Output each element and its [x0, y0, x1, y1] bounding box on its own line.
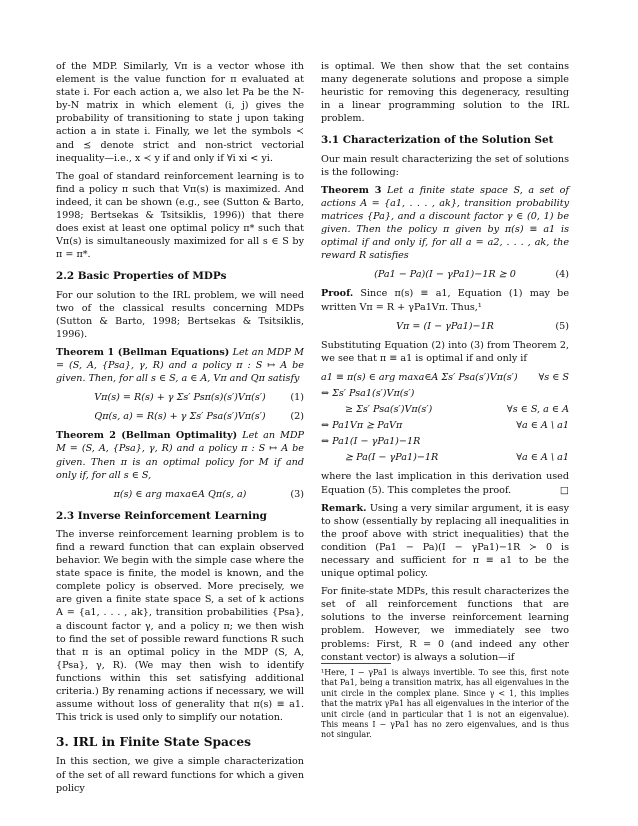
- proof-heading: Proof.: [321, 288, 354, 300]
- derivation-lhs: ≥ Σs′ Psa(s′)Vπ(s′): [345, 404, 433, 416]
- theorem-heading: Theorem 3: [321, 184, 382, 196]
- section-heading: 2.3 Inverse Reinforcement Learning: [56, 509, 267, 522]
- derivation-line: [321, 435, 569, 448]
- derivation: [321, 371, 569, 465]
- paragraph: of the MDP. Similarly, Vπ is a vector whose ith element is the value function for π evaluated at state i. For each action a, we also let Pa be the N-by-N matrix in which element (i, j) gives the probability of transitioning to state j upon taking action a in state i. Finally, we let the symbols ≺ and ⪯ denote strict and non-strict vectorial inequality—i.e., x ≺ y if and only if ∀i xi < yi.: [56, 61, 304, 164]
- derivation-rhs: ∀s ∈ S: [538, 371, 569, 383]
- theorem-3: [321, 184, 569, 263]
- footnote-text: ¹Here, I − γPa1 is always invertible. To see this, first note that Pa1, being a transition matrix, has all eigenvalues in the unit circle in the complex plane. Since γ < 1, this implies that the matrix γPa1 has all eigenvalues in the interior of the unit circle (and in particular that 1 is not an eigenvalue). This means I − γPa1 has no zero eigenvalues, and is thus not singular.: [321, 668, 569, 740]
- proof: [321, 287, 569, 313]
- equation-5: [321, 320, 569, 333]
- equation-4: [321, 268, 569, 281]
- derivation-line: [321, 403, 569, 416]
- derivation-line: [321, 451, 569, 464]
- section-heading: 2.2 Basic Properties of MDPs: [56, 270, 227, 283]
- footnote-rule: [321, 663, 391, 664]
- equation-body: Vπ(s) = R(s) + γ Σs′ Psπ(s)(s′)Vπ(s′): [94, 392, 266, 404]
- theorem-heading: Theorem 1 (Bellman Equations): [56, 346, 230, 358]
- paragraph: is optimal. We then show that the set contains many degenerate solutions and propose a simple heuristic for removing this degeneracy, resulting in a linear programming solution to the IRL problem.: [321, 61, 569, 125]
- equation-2: [56, 410, 304, 423]
- equation-body: Qπ(s, a) = R(s) + γ Σs′ Psa(s′)Vπ(s′): [94, 411, 266, 423]
- equation-number: (5): [555, 320, 569, 332]
- paragraph: The inverse reinforcement learning problem is to find a reward function that can explain observed behavior. We begin with the simple case where the state space is finite, the model is known, and the complete policy is observed. More precisely, we are given a finite state space S, a set of k actions A = {a1, . . . , ak}, transition probabilities {Psa}, a discount factor γ, and a policy π; we then wish to find the set of possible reward functions R such that π is an optimal policy in the MDP (S, A, {Psa}, γ, R). (We may then wish to identify functions within this set satisfying additional criteria.) By renaming actions if necessary, we will assume without loss of generality that π(s) ≡ a1. This trick is used only to simplify our notation.: [56, 528, 304, 724]
- equation-number: (2): [290, 411, 304, 423]
- derivation-line: [321, 371, 569, 384]
- left-column: [56, 60, 304, 800]
- right-column: [321, 60, 569, 669]
- theorem-body: Let a finite state space S, a set of actions A = {a1, . . . , ak}, transition probability matrices {Pa}, and a discount factor γ ∈ (0, 1) be given. Then the policy π given by π(s) ≡ a1 is optimal if and only if, for all a = a2, . . . , ak, the reward R satisfies: [321, 184, 569, 262]
- paragraph: Substituting Equation (2) into (3) from Theorem 2, we see that π ≡ a1 is optimal if and only if: [321, 339, 569, 364]
- equation-1: [56, 391, 304, 404]
- paragraph: In this section, we give a simple characterization of the set of all reward functions for which a given policy: [56, 756, 304, 794]
- theorem-body: Let an MDP M = (S, A, {Psa}, γ, R) and a policy π : S ↦ A be given. Then π is an optimal policy for M if and only if, for all s ∈ S,: [56, 430, 304, 481]
- derivation-lhs: ⇔ Pa1(I − γPa1)−1R: [321, 436, 421, 448]
- theorem-body: Let an MDP M = (S, A, {Psa}, γ, R) and a policy π : S ↦ A be given. Then, for all s ∈ S, a ∈ A, Vπ and Qπ satisfy: [56, 346, 305, 385]
- derivation-rhs: ∀a ∈ A \ a1: [516, 452, 569, 464]
- equation-body: π(s) ∈ arg maxa∈A Qπ(s, a): [113, 488, 247, 500]
- equation-body: Vπ = (I − γPa1)−1R: [396, 320, 494, 332]
- footnote: [321, 663, 569, 741]
- paragraph: The goal of standard reinforcement learning is to find a policy π such that Vπ(s) is maximized. And indeed, it can be shown (e.g., see (Sutton & Barto, 1998; Bertsekas & Tsitsiklis, 1996)) that there does exist at least one optimal policy π* such that Vπ(s) is simultaneously maximized for all s ∈ S by π = π*.: [56, 170, 304, 261]
- proof-body: Since π(s) ≡ a1, Equation (1) may be written Vπ = R + γPa1Vπ. Thus,¹: [321, 288, 569, 313]
- equation-body: (Pa1 − Pa)(I − γPa1)−1R ⪰ 0: [374, 269, 516, 281]
- equation-number: (4): [555, 269, 569, 281]
- equation-3: [56, 488, 304, 501]
- paragraph: For finite-state MDPs, this result characterizes the set of all reinforcement functions that are solutions to the inverse reinforcement learning problem. However, we immediately see two problems: First, R = 0 (and indeed any other constant vector) is always a solution—if: [321, 586, 569, 663]
- paragraph: For our solution to the IRL problem, we will need two of the classical results concerning MDPs (Sutton & Barto, 1998; Bertsekas & Tsitsiklis, 1996).: [56, 289, 304, 340]
- derivation-rhs: ∀s ∈ S, a ∈ A: [506, 404, 569, 416]
- remark-heading: Remark.: [321, 502, 367, 514]
- paragraph: Our main result characterizing the set of solutions is the following:: [321, 153, 569, 178]
- derivation-lhs: ⇔ Σs′ Psa1(s′)Vπ(s′): [321, 387, 415, 399]
- derivation-line: [321, 387, 569, 400]
- derivation-lhs: ⪰ Pa(I − γPa1)−1R: [345, 452, 439, 464]
- paragraph: [321, 470, 569, 496]
- theorem-heading: Theorem 2 (Bellman Optimality): [56, 430, 238, 442]
- section-heading: 3. IRL in Finite State Spaces: [56, 735, 251, 750]
- derivation-lhs: ⇔ Pa1Vπ ⪰ PaVπ: [321, 420, 403, 432]
- derivation-lhs: a1 ≡ π(s) ∈ arg maxa∈A Σs′ Psa(s′)Vπ(s′): [321, 371, 518, 383]
- section-heading: 3.1 Characterization of the Solution Set: [321, 134, 554, 147]
- qed-symbol: □: [559, 484, 569, 496]
- theorem-2: [56, 429, 304, 481]
- paragraph-text: where the last implication in this derivation used Equation (5). This completes the proof.: [321, 471, 569, 496]
- theorem-1: [56, 346, 304, 385]
- equation-number: (3): [290, 488, 304, 500]
- derivation-rhs: ∀a ∈ A \ a1: [516, 420, 569, 432]
- remark: [321, 502, 569, 581]
- derivation-line: [321, 419, 569, 432]
- remark-body: Using a very similar argument, it is easy to show (essentially by replacing all inequalities in the proof above with strict inequalities) that the condition (Pa1 − Pa)(I − γPa1)−1R ≻ 0 is necessary and sufficient for π ≡ a1 to be the unique optimal policy.: [321, 502, 569, 580]
- equation-number: (1): [290, 392, 304, 404]
